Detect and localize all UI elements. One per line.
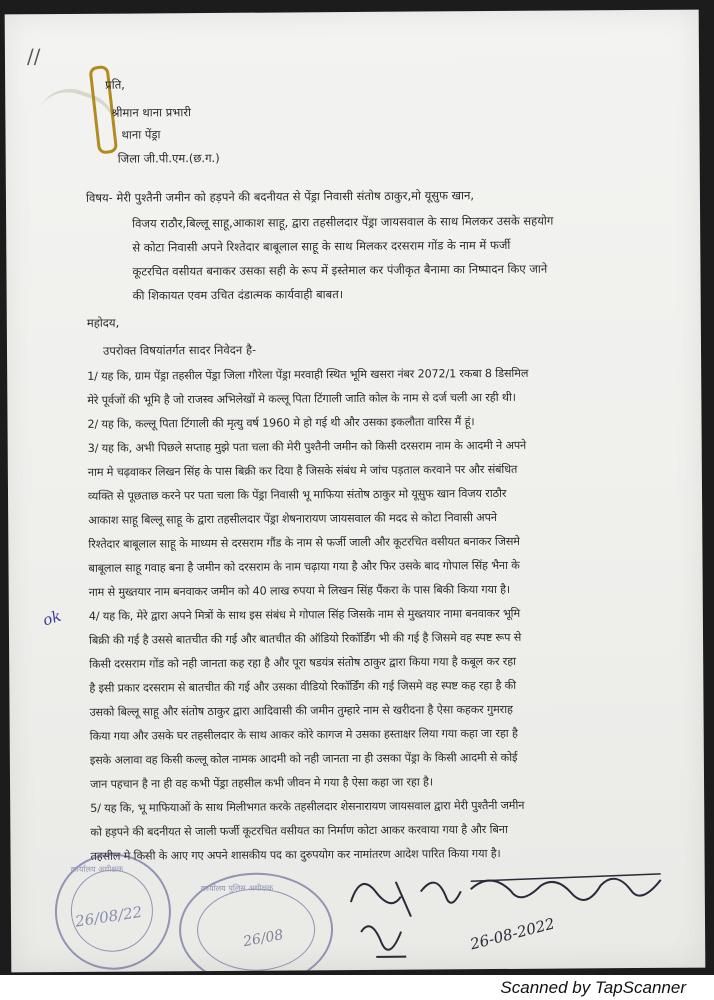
stamp-right-date: 26/08 bbox=[242, 927, 285, 951]
body-line: 2/ यह कि, कल्लू पिता टिंगाली की मृत्यु वर्ष 1960 मे हो गई थी और उसका इकलौता वारिस मैं हूं। bbox=[87, 415, 475, 431]
subject-line: से कोटा निवासी अपने रिश्तेदार बाबूलाल साहू के साथ मिलकर दरसराम गोंड के नाम में फर्जी bbox=[132, 237, 511, 255]
stamp-left-date: 26/08/22 bbox=[74, 902, 144, 931]
handwritten-signature bbox=[341, 860, 682, 972]
stamp-right-text: कार्यालय पुलिस अधीक्षक bbox=[200, 883, 274, 894]
body-line: किसी दरसराम गोंड को नही जानता कह रहा है और पूरा षडयंत्र संतोष ठाकुर द्वारा किया गया है कबूल कर रहा bbox=[89, 654, 516, 671]
greeting-to: प्रति, bbox=[105, 77, 125, 92]
body-line: जान पहचान है ना ही वह कभी पेंड्रा तहसील कभी जीवन मे गया है ऐसा कहा जा रहा है। bbox=[89, 775, 433, 791]
body-line: बाबूलाल साहू गवाह बना है जमीन को दरसराम के नाम चढ़ाया गया है और फिर उसके बाद गोपाल सिंह भैना के bbox=[88, 558, 520, 575]
letter-page bbox=[5, 10, 706, 973]
body-line: बिक्री की गई है उससे बातचीत की गई और बातचीत की ऑडियो रिकॉर्डिंग भी की गई है जिसमे वह स्पष्ट रूप से bbox=[88, 630, 522, 647]
body-line: मेरे पूर्वजों की भूमि है जो राजस्व अभिलेखों मे कल्लू पिता टिंगाली जाति कोल के नाम से दर्ज चली आ रही थी। bbox=[87, 390, 516, 407]
stamp-right bbox=[179, 872, 334, 972]
body-line: नाम मे चढ़वाकर लिखन सिंह के पास बिक्री कर दिया है जिसके संबंध मे जांच पड़ताल करवाने पर और संबंधित bbox=[87, 462, 518, 479]
body-line: उसको बिल्लू साहू और संतोष ठाकुर द्वारा आदिवासी की जमीन तुम्हारे नाम से खरीदना है ऐसा कहकर गुमराह bbox=[89, 702, 513, 719]
stamp-left bbox=[55, 853, 172, 970]
body-line: आकाश साहू बिल्लू साहू के द्वारा तहसीलदार पेंड्रा शेषनारायण जायसवाल की मदद से कोटा निवासी अपने bbox=[88, 511, 497, 527]
body-line: नाम से मुख्तयार नाम बनवाकर जमीन को 40 लाख रुपया मे लिखन सिंह पैंकरा के पास बिकी किया गया है। bbox=[88, 582, 511, 599]
address-line: थाना पेंड्रा bbox=[121, 127, 161, 142]
stamp-right-inner-ring bbox=[197, 888, 316, 971]
body-line: है इसी प्रकार दरसराम से बातचीत की गई और उसका वीडियो रिकॉर्डिंग की गई जिसमे वह स्पष्ट कह रहा है की bbox=[89, 678, 517, 695]
subject-line: विषय- मेरी पुश्तैनी जमीन को हड़पने की बदनीयत से पेंड्रा निवासी संतोष ठाकुर,मो यूसुफ खान, bbox=[85, 188, 475, 205]
stamp-left-text: कार्यालय अधीक्षक bbox=[70, 864, 124, 874]
body-line: 4/ यह कि, मेरे द्वारा अपने मित्रों के साथ इस संबंध मे गोपाल सिंह जिसके नाम से मुख्तयार नामा बनवाकर भूमि bbox=[88, 606, 521, 623]
signature-date: 26-08-2022 bbox=[468, 914, 557, 954]
body-line: 3/ यह कि, अभी पिछले सप्ताह मुझे पता चला की मेरी पुश्तैनी जमीन को किसी दरसराम नाम के आदमी ने अपने bbox=[87, 438, 527, 455]
subject-line: विजय राठौर,बिल्लू साहू,आकाश साहू, द्वारा तहसीलदार पेंड्रा जायसवाल के साथ मिलकर उसके सहयोग bbox=[132, 213, 554, 231]
subject-line: कूटरचित वसीयत बनाकर उसका सही के रूप में इस्तेमाल कर पंजीकृत बैनामा का निष्पादन किए जाने bbox=[132, 261, 548, 279]
intro-line: उपरोक्त विषयांतर्गत सादर निवेदन है- bbox=[102, 342, 257, 358]
margin-note: ok bbox=[40, 606, 64, 630]
body-line: रिश्तेदार बाबूलाल साहू के माध्यम से दरसराम गौंड के नाम से फर्जी जाली और कूटरचित वसीयत बनाकर जिसमे bbox=[88, 534, 520, 551]
scanner-watermark: Scanned by TapScanner bbox=[500, 978, 686, 997]
body-line: 5/ यह कि, भू माफियाओं के साथ मिलीभगत करके तहसीलदार शेसनारायण जायसवाल द्वारा मेरी पुश्तैनी जमीन bbox=[90, 798, 525, 815]
corner-mark: // bbox=[26, 44, 41, 69]
salutation: महोदय, bbox=[86, 315, 120, 330]
body-line: को हड़पने की बदनीयत से जाली फर्जी कूटरचित वसीयत का निर्माण कोटा आकर करवाया गया है और बिना bbox=[90, 822, 508, 839]
body-line: 1/ यह कि, ग्राम पेंड्रा तहसील पेंड्रा जिला गौरेला पेंड्रा मरवाही स्थित भूमि खसरा नंबर 2072/1 रकबा 8 डिसमिल bbox=[87, 366, 529, 383]
address-line: जिला जी.पी.एम.(छ.ग.) bbox=[117, 150, 220, 166]
body-line: किया गया और उसके घर तहसीलदार के साथ आकर कोरे कागज मे उसका हस्ताक्षर लिया गया कहा जा रहा है bbox=[89, 726, 518, 743]
body-line: व्यक्ति से पूछताछ करने पर पता चला कि पेंड्रा निवासी भू माफिया संतोष ठाकुर मो यूसुफ खान विजय राठौर bbox=[87, 486, 507, 503]
subject-line: की शिकायत एवम उचित दंडात्मक कार्यवाही बाबत। bbox=[132, 287, 344, 303]
address-line: श्रीमान थाना प्रभारी bbox=[111, 105, 192, 120]
body-line: इसके अलावा वह किसी कल्लू कोल नामक आदमी को नही जानता ना ही उसका पेंड्रा के किसी आदमी से कोई bbox=[89, 750, 518, 767]
body-line: तहसील मे किसी के आए गए अपने शासकीय पद का दुरुपयोग कर नामांतरण आदेश पारित किया गया है। bbox=[90, 846, 501, 863]
